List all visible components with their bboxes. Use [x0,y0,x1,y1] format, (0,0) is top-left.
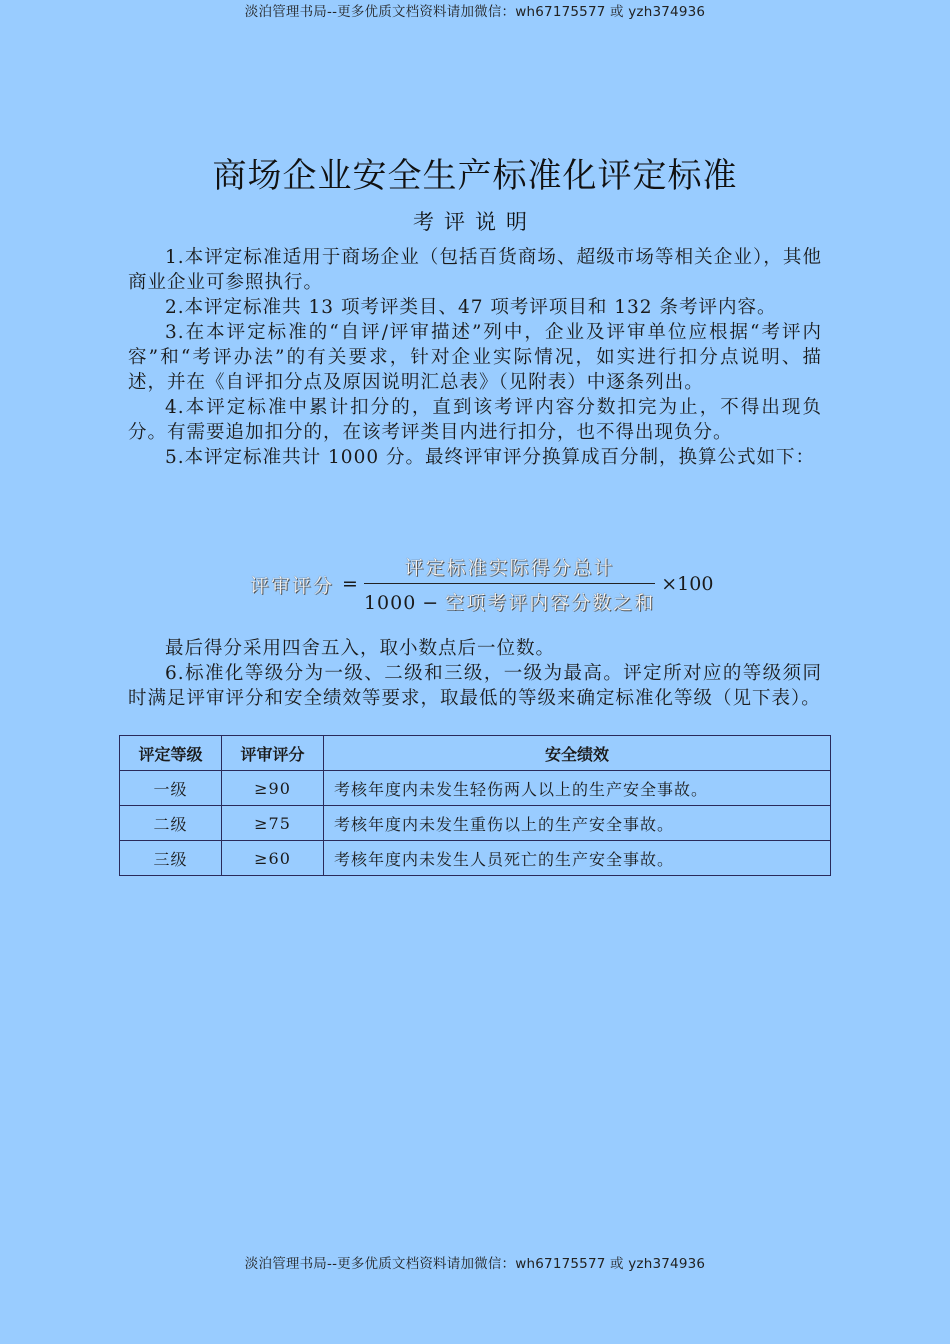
denominator-text: 空项考评内容分数之和 [445,592,656,615]
page-title: 商场企业安全生产标准化评定标准 [212,156,738,196]
header-watermark-note: 淡泊管理书局--更多优质文档资料请加微信：wh67175577 或 yzh374936 [244,4,706,20]
cell-score: ≥75 [222,806,324,841]
table-header-row [120,736,831,771]
formula-multiplier: ×100 [661,573,714,595]
paragraph-4: 4.本评定标准中累计扣分的，直到该考评内容分数扣完为止，不得出现负分。有需要追加扣分的，在该考评类目内进行扣分，也不得出现负分。 [128,397,822,443]
section-subtitle: 考评说明 [413,210,537,234]
paragraph-3: 3.在本评定标准的“自评/评审描述”列中，企业及评审单位应根据“考评内容”和“考评办法”的有关要求，针对企业实际情况，如实进行扣分点说明、描述，并在《自评扣分点及原因说明汇总表》（见附表）中逐条列出。 [128,322,822,393]
paragraph-1: 1.本评定标准适用于商场企业（包括百货商场、超级市场等相关企业），其他商业企业可参照执行。 [128,247,822,293]
paragraph-2: 2.本评定标准共 13 项考评类目、47 项考评项目和 132 条考评内容。 [165,297,777,318]
cell-grade: 三级 [120,841,222,876]
table-row [120,806,831,841]
formula-denominator [364,584,655,615]
cell-grade: 一级 [120,771,222,806]
formula-fraction [364,553,655,616]
header-safety-performance: 安全绩效 [324,736,831,771]
denominator-number: 1000 [363,592,417,615]
formula-equals: = [342,573,358,595]
score-formula [250,550,713,618]
cell-grade: 二级 [120,806,222,841]
formula-lhs: 评审评分 [250,574,335,597]
denominator-minus: − [422,592,440,615]
cell-score: ≥90 [222,771,324,806]
formula-numerator: 评定标准实际得分总计 [404,556,615,579]
header-score: 评审评分 [222,736,324,771]
table-row [120,841,831,876]
instructions-body [128,245,822,470]
cell-score: ≥60 [222,841,324,876]
footer-watermark-note: 淡泊管理书局--更多优质文档资料请加微信：wh67175577 或 yzh374936 [244,1256,706,1272]
cell-safety: 考核年度内未发生人员死亡的生产安全事故。 [324,841,831,876]
cell-safety: 考核年度内未发生轻伤两人以上的生产安全事故。 [324,771,831,806]
grade-table [119,735,831,876]
paragraph-rounding: 最后得分采用四舍五入，取小数点后一位数。 [165,638,556,659]
paragraph-5: 5.本评定标准共计 1000 分。最终评审评分换算成百分制，换算公式如下： [165,447,815,468]
header-grade: 评定等级 [120,736,222,771]
table-row [120,771,831,806]
cell-safety: 考核年度内未发生重伤以上的生产安全事故。 [324,806,831,841]
paragraph-6: 6.标准化等级分为一级、二级和三级，一级为最高。评定所对应的等级须同时满足评审评分和安全绩效等要求，取最低的等级来确定标准化等级（见下表）。 [128,663,822,709]
instructions-body-continued [128,636,822,711]
